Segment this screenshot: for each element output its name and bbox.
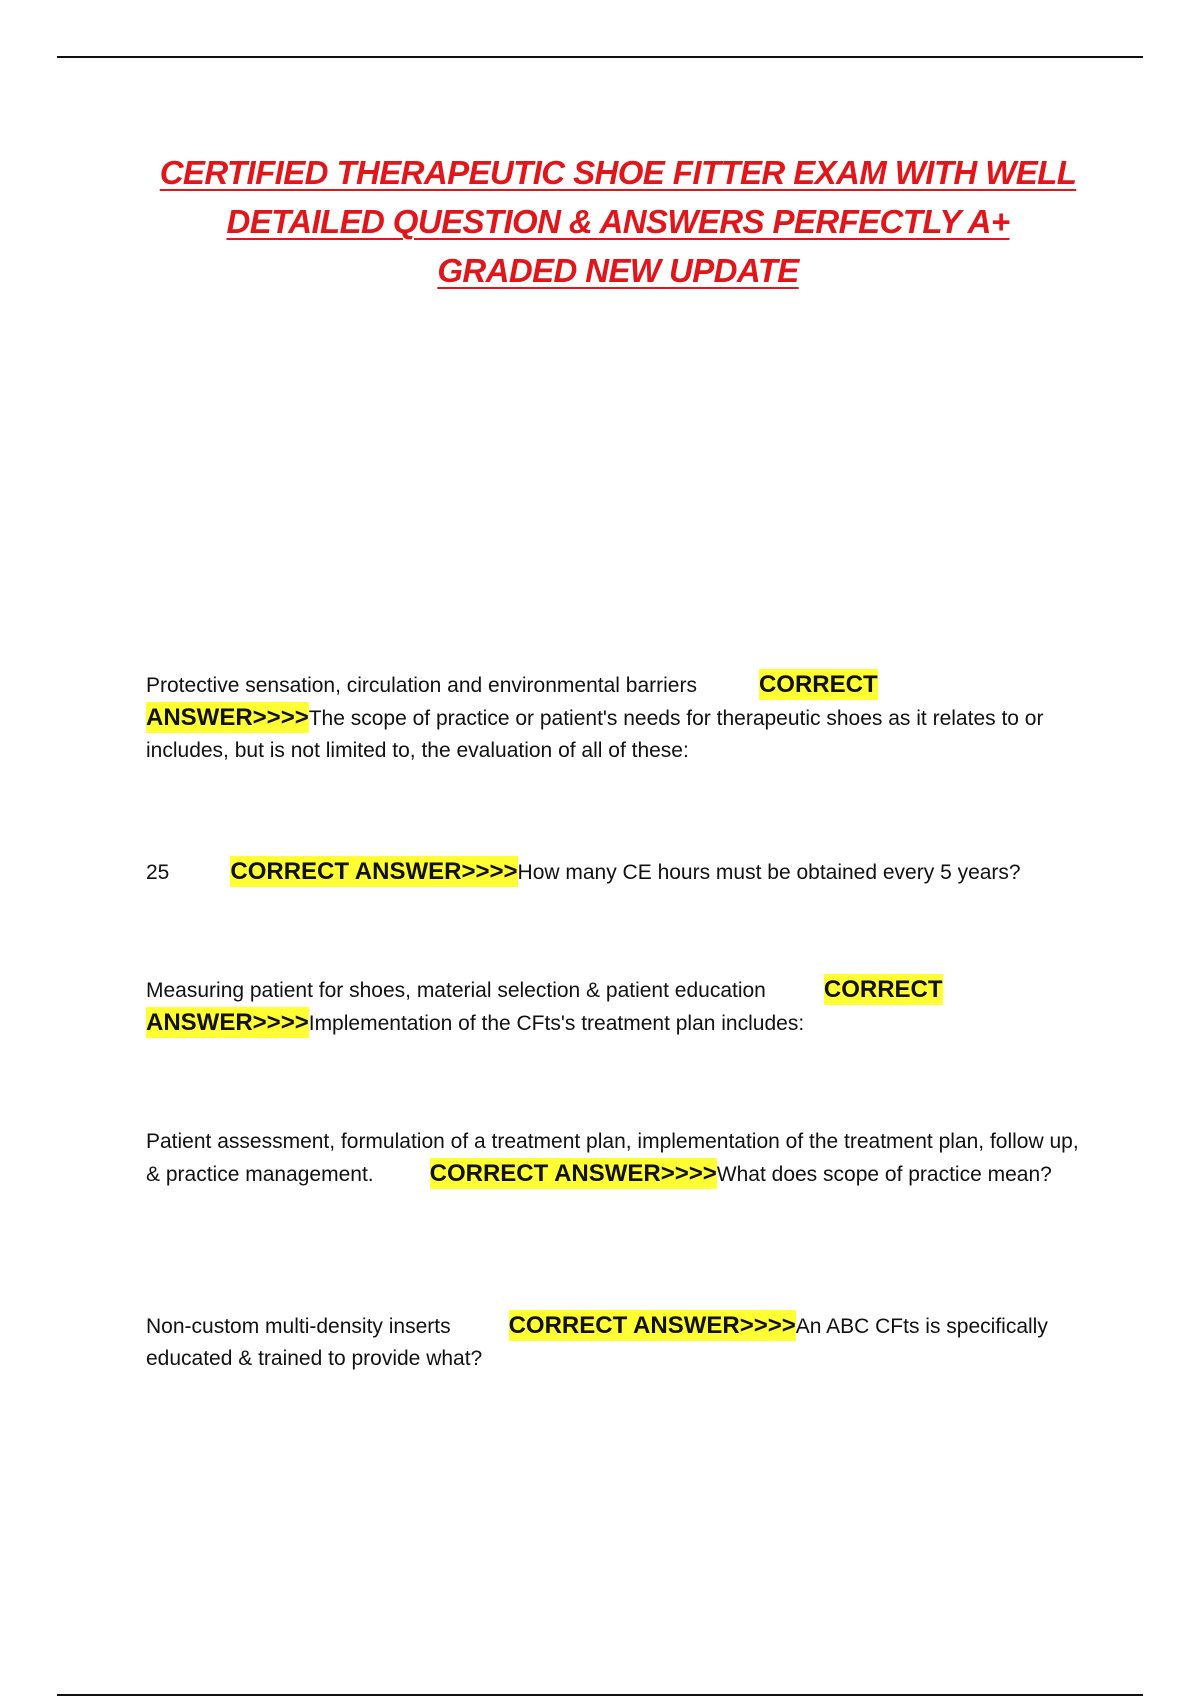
- answer-text: Protective sensation, circulation and environmental barriers: [146, 674, 697, 697]
- answer-text: 25: [146, 861, 170, 884]
- correct-answer-marker: ANSWER>>>>: [146, 1009, 309, 1036]
- correct-answer-marker: CORRECT: [758, 671, 878, 698]
- qa-entry-5: [146, 1310, 1096, 1375]
- qa-entry-1: [146, 669, 1096, 767]
- question-text: The scope of practice or patient's needs for therapeutic shoes as it relates to or includes, but is not limited to, the evaluation of all of these:: [146, 707, 1044, 762]
- correct-answer-marker: CORRECT ANSWER>>>>: [508, 1312, 796, 1339]
- qa-entry-2: [146, 856, 1096, 889]
- document-title: [120, 148, 1116, 295]
- title-line-1: CERTIFIED THERAPEUTIC SHOE FITTER EXAM WITH WELL: [159, 154, 1077, 191]
- answer-text: Patient assessment, formulation of a treatment plan, implementation of the treatment plan, follow up, & practice management.: [146, 1130, 1079, 1186]
- footer-rule: [57, 1694, 1143, 1696]
- question-text: What does scope of practice mean?: [716, 1163, 1052, 1186]
- correct-answer-marker: CORRECT: [823, 976, 943, 1003]
- question-text: How many CE hours must be obtained every 5 years?: [517, 861, 1021, 884]
- answer-text: Measuring patient for shoes, material selection & patient education: [146, 979, 766, 1002]
- correct-answer-marker: CORRECT ANSWER>>>>: [230, 858, 518, 885]
- qa-entry-4: [146, 1126, 1096, 1191]
- title-line-2: DETAILED QUESTION & ANSWERS PERFECTLY A+: [226, 203, 1010, 240]
- correct-answer-marker: ANSWER>>>>: [146, 704, 309, 731]
- correct-answer-marker: CORRECT ANSWER>>>>: [429, 1160, 717, 1187]
- qa-entry-3: [146, 974, 1096, 1040]
- answer-text: Non-custom multi-density inserts: [146, 1315, 451, 1338]
- header-rule: [57, 56, 1143, 58]
- question-text: Implementation of the CFts's treatment plan includes:: [308, 1012, 805, 1035]
- title-line-3: GRADED NEW UPDATE: [437, 252, 799, 289]
- question-text: An ABC CFts is specifically educated & trained to provide what?: [146, 1315, 1048, 1370]
